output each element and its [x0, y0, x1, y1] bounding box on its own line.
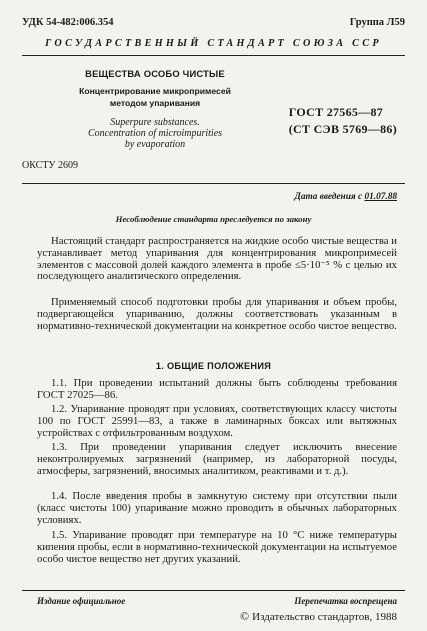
copyright-text: Издательство стандартов, 1988	[252, 611, 397, 623]
reprint-notice: Перепечатка воспрещена	[294, 596, 397, 606]
title-subtitle	[70, 85, 240, 109]
legal-notice: Несоблюдение стандарта преследуется по закону	[115, 214, 312, 224]
gost-number: ГОСТ 27565—87	[288, 105, 384, 119]
title-subtitle-line: методом упаривания	[109, 98, 201, 108]
group-code: Группа Л59	[349, 17, 405, 28]
copyright-icon: ©	[240, 609, 250, 623]
intro-paragraph: Применяемый способ подготовки пробы для упаривания и объем пробы, подвергающейся упариванию, должны соответствовать указанным в нормативно-технической документации на конкретное особо чистое вещество.	[37, 296, 397, 332]
footer-rule	[22, 590, 405, 591]
title-subtitle-line: Концентрирование микропримесей	[79, 86, 231, 96]
date-rule	[22, 183, 405, 184]
header-rule	[22, 55, 405, 56]
clause-1-3: 1.3. При проведении упаривания следует исключить внесение неконтролируемых загрязнений (например, из лабораторной посуды, атмосферы, загрязнений, вносимых аналитиком, реактивами и т. д.).	[37, 441, 397, 477]
effective-date: Дата введения с 01.07.88	[294, 192, 397, 202]
title-english	[70, 117, 240, 150]
title-block	[70, 68, 240, 150]
clause-1-4: 1.4. После введения пробы в замкнутую систему при отсутствии пыли (класс чистоты 100) упаривание можно проводить в обычных лабораторных условиях.	[37, 490, 397, 526]
copyright-line	[240, 609, 397, 624]
title-main: ВЕЩЕСТВА ОСОБО ЧИСТЫЕ	[85, 68, 225, 79]
clause-1-1: 1.1. При проведении испытаний должны быть соблюдены требования ГОСТ 27025—86.	[37, 377, 397, 401]
okstu-code: ОКСТУ 2609	[22, 160, 79, 171]
title-english-line: by evaporation	[124, 139, 186, 150]
clause-1-2: 1.2. Упаривание проводят при условиях, соответствующих классу чистоты 100 по ГОСТ 25991—83, а также в ламинарных боксах или вытяжных устройствах с отфильтрованным воздухом.	[37, 403, 397, 439]
header-line	[22, 17, 405, 29]
standard-banner: ГОСУДАРСТВЕННЫЙ СТАНДАРТ СОЮЗА ССР	[45, 38, 382, 49]
udk-code: УДК 54-482:006.354	[22, 17, 114, 28]
official-edition-label: Издание официальное	[37, 596, 126, 606]
title-english-line: Superpure substances.	[110, 117, 200, 128]
effective-date-value: 01.07.88	[364, 192, 397, 202]
sev-number: (СТ СЭВ 5769—86)	[288, 122, 397, 136]
clause-1-5: 1.5. Упаривание проводят при температуре на 10 °С ниже температуры кипения пробы, если в нормативно-технической документации на испытуемое особо чистое вещество нет других указаний.	[37, 529, 397, 565]
section-heading: 1. ОБЩИЕ ПОЛОЖЕНИЯ	[155, 361, 272, 371]
effective-date-label: Дата введения	[294, 192, 356, 202]
intro-paragraph: Настоящий стандарт распространяется на жидкие особо чистые вещества и устанавливает метод упаривания для концентрирования микропримесей элементов с массовой долей каждого элемента в пробе ≤5·10⁻⁵ % с целью их последующего аналитического определения.	[37, 235, 397, 283]
gost-number-block	[289, 104, 397, 138]
title-english-line: Concentration of microimpurities	[87, 128, 223, 139]
